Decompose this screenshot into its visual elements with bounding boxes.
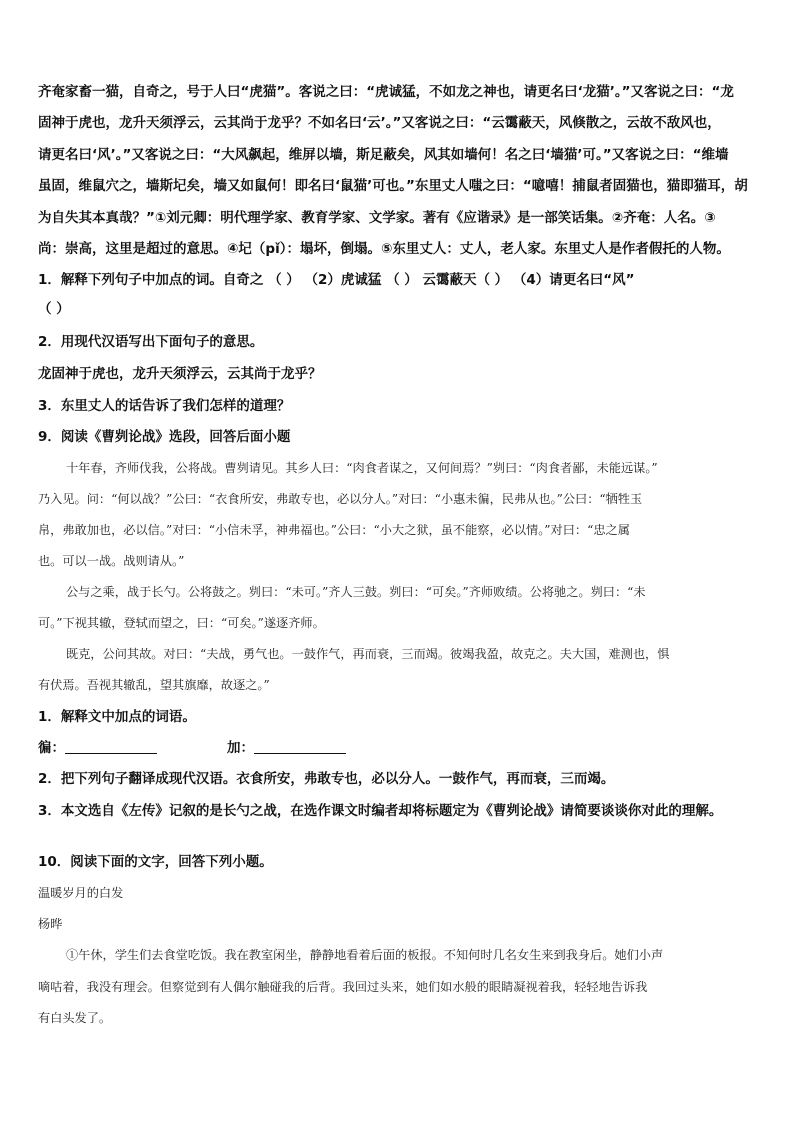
passage-line: 公与之乘，战于长勺。公将鼓之。刿曰：“未可。”齐人三鼓。刿曰：“可矣。”齐师败绩。公将驰之。刿曰：“未	[66, 585, 646, 599]
article-paragraph-line: 有白头发了。	[38, 1011, 112, 1025]
answer-blank[interactable]	[65, 739, 157, 754]
story-question-2: 2．用现代汉语写出下面句子的意思。	[38, 334, 264, 350]
answer-blank[interactable]	[254, 739, 346, 754]
passage-line: 可。”下视其辙，登轼而望之，曰：“可矣。”遂逐齐师。	[38, 616, 325, 630]
article-paragraph-line: 嘀咕着，我没有理会。但察觉到有人偶尔触碰我的后背。我回过头来，她们如水般的眼睛凝视着我，轻轻地告诉我	[38, 980, 648, 994]
section-10-heading: 10．阅读下面的文字，回答下列小题。	[38, 854, 273, 870]
section-9-heading: 9．阅读《曹刿论战》选段，回答后面小题	[38, 429, 291, 445]
passage-line: 也。可以一战。战则请从。”	[38, 554, 185, 568]
answer-blanks-row	[38, 738, 346, 758]
story-line: 尚：崇高，这里是超过的意思。④圮（pǐ）：塌坏，倒塌。⑤东里丈人：丈人，老人家。东里丈人是作者假托的人物。	[38, 241, 730, 257]
section-9-question-3: 3．本文选自《左传》记叙的是长勺之战，在选作课文时编者却将标题定为《曹刿论战》请简要谈谈你对此的理解。	[38, 803, 723, 819]
story-line: 固神于虎也，龙升天须浮云，云其尚于龙乎？不如名曰‘云’。”又客说之曰：“云霭蔽天，风倏散之，云故不敌风也，	[38, 115, 721, 131]
passage-line: 帛，弗敢加也，必以信。”对曰：“小信未孚，神弗福也。”公曰：“小大之狱，虽不能察，必以情。”对曰：“忠之属	[38, 523, 630, 537]
story-line: 虽固，维鼠穴之，墙斯圮矣，墙又如鼠何！即名曰‘鼠猫’可也。”东里丈人嗤之曰：“噫嘻！捕鼠者固猫也，猫即猫耳，胡	[38, 178, 748, 194]
blank-label: 徧：	[38, 740, 65, 756]
story-question-1-cont: （ ）	[38, 301, 70, 317]
passage-line: 乃入见。问：“何以战？”公曰：“衣食所安，弗敢专也，必以分人。”对曰：“小惠未徧，民弗从也。”公曰：“牺牲玉	[38, 492, 643, 506]
story-line: 为自失其本真哉？”①刘元卿：明代理学家、教育学家、文学家。著有《应谐录》是一部笑话集。②齐奄：人名。③	[38, 210, 716, 226]
article-title: 温暖岁月的白发	[38, 886, 124, 900]
passage-line: 十年春，齐师伐我，公将战。曹刿请见。其乡人曰：“肉食者谋之，又何间焉？”刿曰：“肉食者鄙，未能远谋。”	[66, 461, 658, 475]
story-question-3: 3．东里丈人的话告诉了我们怎样的道理？	[38, 398, 291, 414]
section-9-question-1: 1．解释文中加点的词语。	[38, 709, 196, 725]
passage-line: 既克，公问其故。对曰：“夫战，勇气也。一鼓作气，再而衰，三而竭。彼竭我盈，故克之。夫大国，难测也，惧	[66, 647, 670, 661]
story-line: 请更名曰‘风’。”又客说之曰：“大风飙起，维屏以墙，斯足蔽矣，风其如墙何！名之曰‘墙猫’可。”又客说之曰：“维墙	[38, 147, 729, 163]
article-paragraph-line: ①午休，学生们去食堂吃饭。我在教室闲坐，静静地看着后面的板报。不知何时几名女生来到我身后。她们小声	[66, 948, 664, 962]
section-9-question-2: 2．把下列句子翻译成现代汉语。衣食所安，弗敢专也，必以分人。一鼓作气，再而衰，三而竭。	[38, 771, 615, 787]
article-author: 杨晔	[38, 917, 63, 931]
blank-label: 加：	[227, 740, 254, 756]
story-question-2-sentence: 龙固神于虎也，龙升天须浮云，云其尚于龙乎？	[38, 366, 322, 382]
story-line: 齐奄家畜一猫，自奇之，号于人曰“虎猫”。客说之曰：“虎诚猛，不如龙之神也，请更名曰‘龙猫’。”又客说之曰：“龙	[38, 84, 734, 100]
passage-line: 有伏焉。吾视其辙乱，望其旗靡，故逐之。”	[38, 678, 270, 692]
story-question-1: 1．解释下列句子中加点的词。自奇之 （ ） （2）虎诚猛 （ ） 云霭蔽天（ ） （4）请更名曰“风”	[38, 272, 635, 288]
